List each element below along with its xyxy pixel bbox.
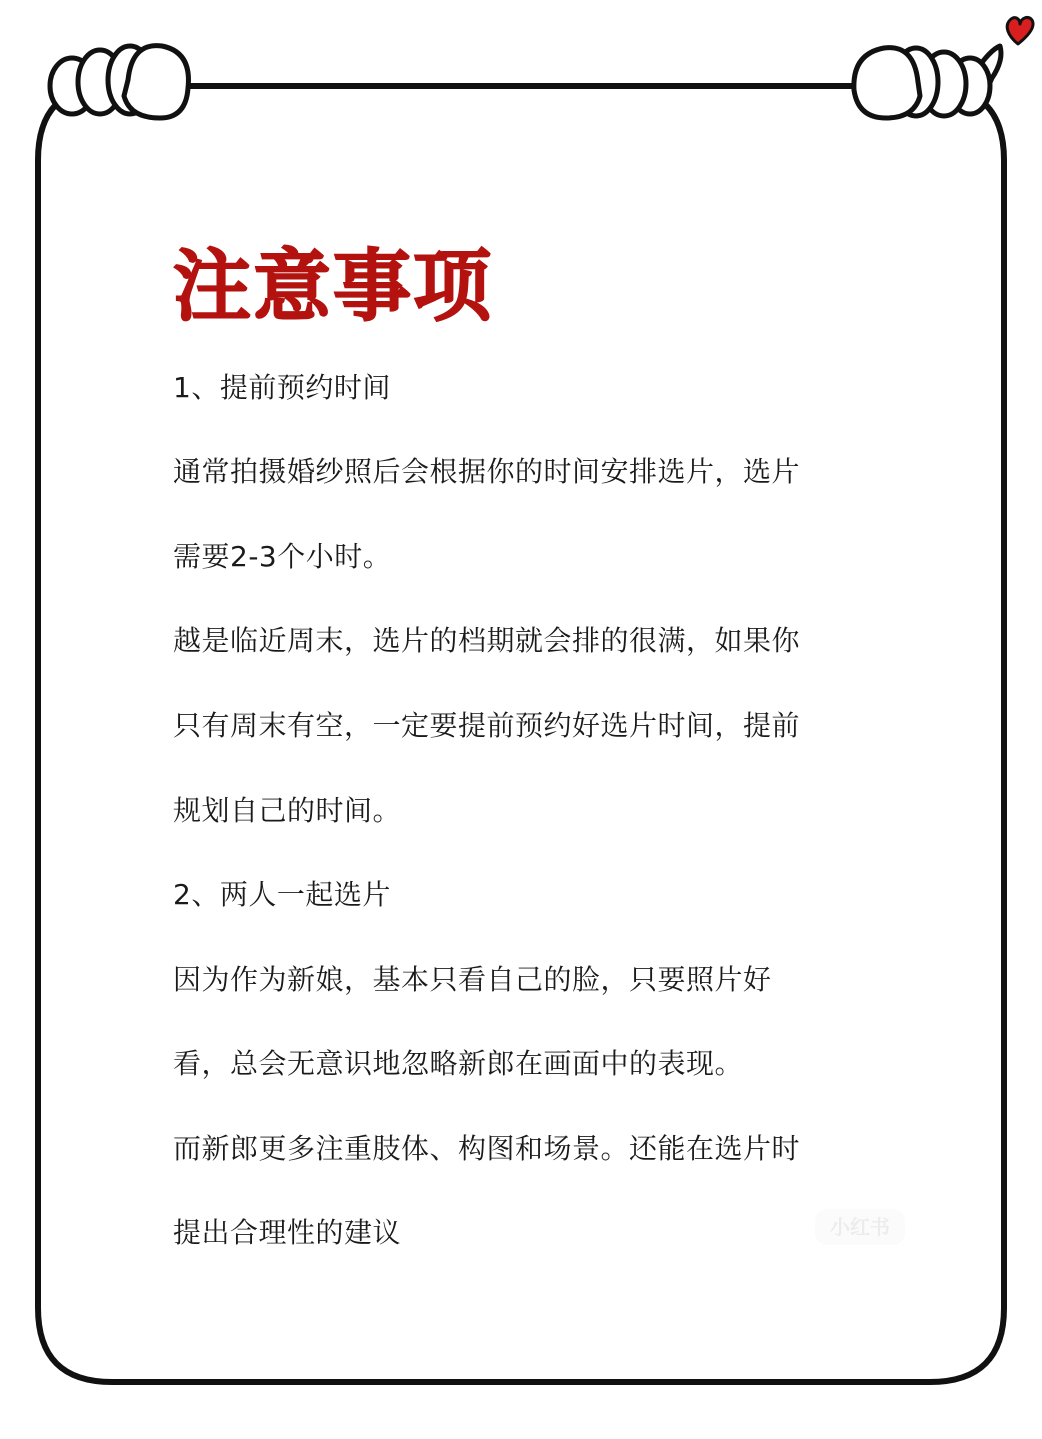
body-text-line: 需要2-3个小时。 bbox=[173, 540, 392, 573]
section-heading-1: 1、提前预约时间 bbox=[173, 371, 391, 404]
body-text-line: 越是临近周末，选片的档期就会排的很满，如果你 bbox=[173, 624, 801, 657]
page-title: 注意事项 bbox=[173, 242, 494, 332]
body-text-line: 因为作为新娘，基本只看自己的脸，只要照片好 bbox=[173, 963, 772, 996]
body-text-line: 只有周末有空，一定要提前预约好选片时间，提前 bbox=[173, 709, 801, 742]
cartoon-hand-right-icon bbox=[842, 46, 1001, 118]
body-text-line: 规划自己的时间。 bbox=[173, 794, 402, 827]
body-text-line: 而新郎更多注重肢体、构图和场景。还能在选片时 bbox=[173, 1132, 801, 1165]
watermark: 小红书 bbox=[815, 1209, 905, 1245]
cartoon-hand-left-icon bbox=[50, 46, 200, 118]
section-heading-2: 2、两人一起选片 bbox=[173, 878, 391, 911]
heart-icon bbox=[1007, 17, 1033, 44]
body-text-line: 通常拍摄婚纱照后会根据你的时间安排选片，选片 bbox=[173, 455, 801, 488]
body-text-line: 提出合理性的建议 bbox=[173, 1216, 402, 1249]
body-text-line: 看，总会无意识地忽略新郎在画面中的表现。 bbox=[173, 1047, 744, 1080]
